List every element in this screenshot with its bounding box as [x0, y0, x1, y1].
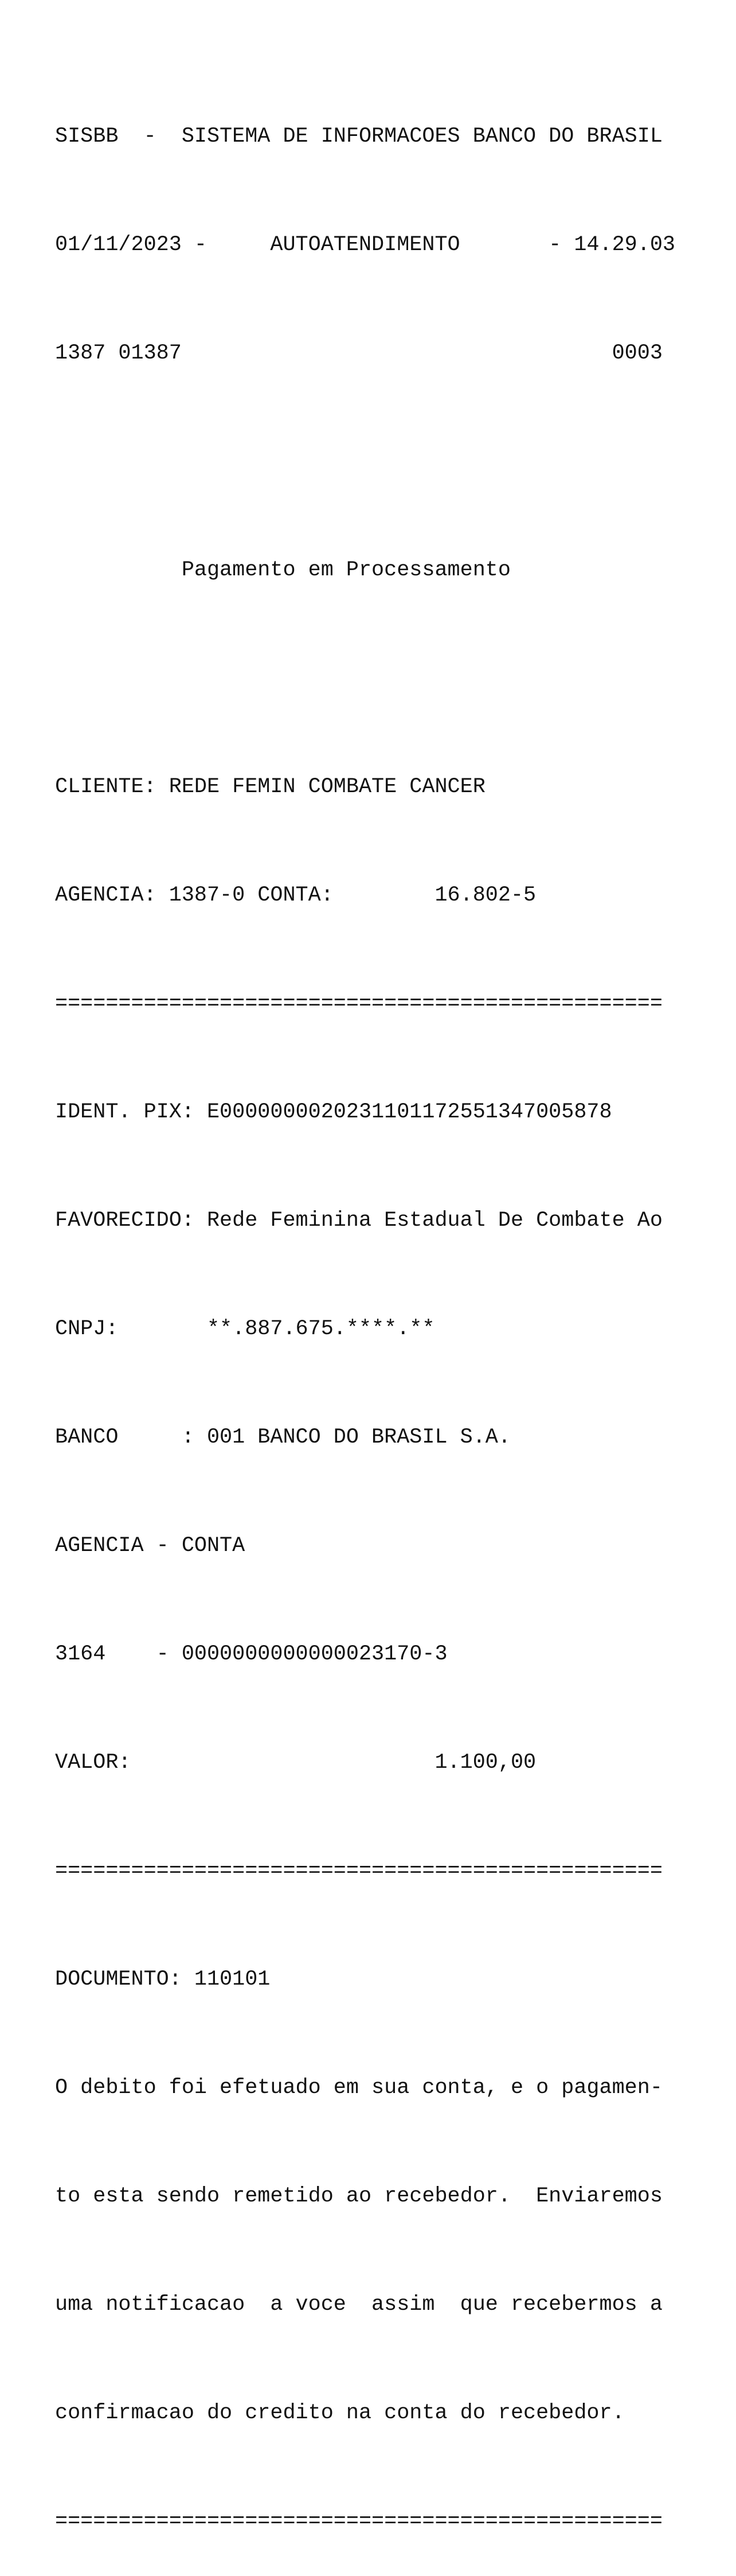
separator-line: ================================================: [55, 1859, 663, 1883]
documento: DOCUMENTO: 110101: [55, 1967, 271, 1992]
header-line-system: SISBB - SISTEMA DE INFORMACOES BANCO DO BRASIL: [55, 124, 663, 149]
cnpj: CNPJ: **.887.675.****.**: [55, 1317, 435, 1341]
favorecido: FAVORECIDO: Rede Feminina Estadual De Combate Ao: [55, 1209, 663, 1233]
message-line: confirmacao do credito na conta do recebedor.: [55, 2401, 625, 2425]
client-agency-account: AGENCIA: 1387-0 CONTA: 16.802-5: [55, 883, 537, 907]
pix-ident: IDENT. PIX: E0000000020231101172551347005878: [55, 1100, 612, 1124]
message-line: uma notificacao a voce assim que recebermos a: [55, 2293, 663, 2317]
spacer: [55, 444, 688, 480]
client-name: CLIENTE: REDE FEMIN COMBATE CANCER: [55, 775, 486, 799]
agencia-conta-value: 3164 - 0000000000000023170-3: [55, 1642, 448, 1666]
message-line: O debito foi efetuado em sua conta, e o pagamen-: [55, 2076, 663, 2100]
agencia-conta-label: AGENCIA - CONTA: [55, 1534, 245, 1558]
message-line: to esta sendo remetido ao recebedor. Enviaremos: [55, 2184, 663, 2208]
receipt: [55, 46, 688, 2576]
header-line-date-time: 01/11/2023 - AUTOATENDIMENTO - 14.29.03: [55, 233, 676, 257]
header-line-codes: 1387 01387 0003: [55, 341, 663, 365]
spacer: [55, 661, 688, 697]
banco: BANCO : 001 BANCO DO BRASIL S.A.: [55, 1425, 511, 1449]
valor: VALOR: 1.100,00: [55, 1751, 537, 1775]
separator-line: ================================================: [55, 992, 663, 1016]
receipt-title: Pagamento em Processamento: [55, 558, 511, 582]
separator-line: ================================================: [55, 2509, 663, 2534]
